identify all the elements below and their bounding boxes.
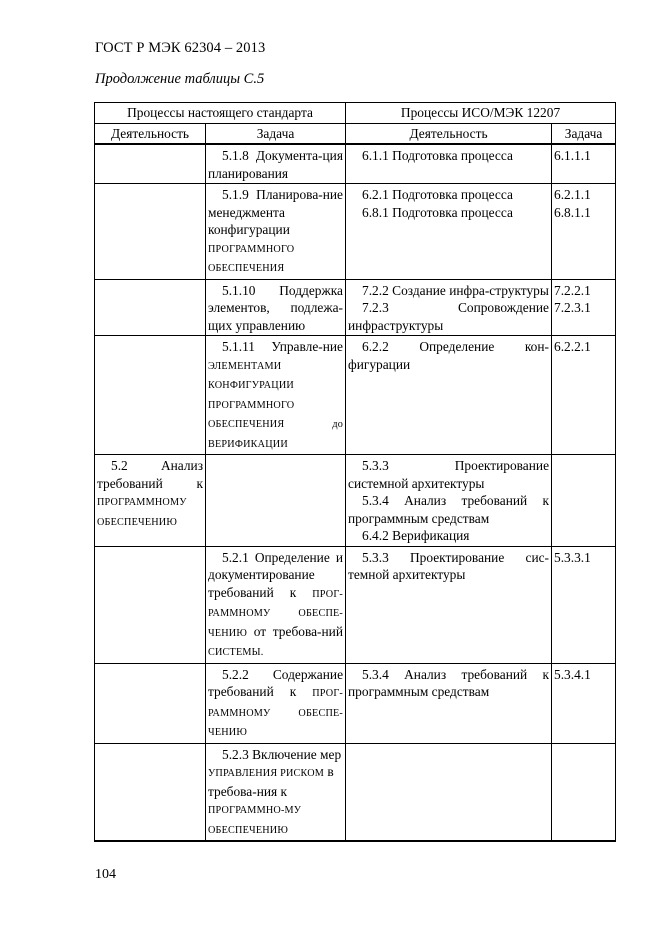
iso-activity-cell xyxy=(346,663,552,743)
group-header-row xyxy=(95,103,616,124)
iso-task-cell xyxy=(552,743,616,841)
iso-activity-line: 5.3.3 Проектирование сис-темной архитектуры xyxy=(348,549,550,582)
activity-cell xyxy=(95,144,206,184)
table-row xyxy=(95,336,616,455)
task-text xyxy=(208,549,343,662)
iso-task-cell xyxy=(552,546,616,663)
table-row xyxy=(95,743,616,841)
col-header-iso-task: Задача xyxy=(552,123,616,144)
task-cell xyxy=(206,663,346,743)
iso-activity-line: 5.3.3 Проектирование системной архитектуры xyxy=(348,458,550,491)
iso-task-cell xyxy=(552,279,616,336)
task-cell xyxy=(206,546,346,663)
activity-cell xyxy=(95,336,206,455)
iso-activity-cell xyxy=(346,184,552,280)
iso-activity-cell xyxy=(346,743,552,841)
table-row xyxy=(95,184,616,280)
group-header-standard: Процессы настоящего стандарта xyxy=(95,103,346,124)
col-header-activity: Деятельность xyxy=(95,123,206,144)
group-header-iso: Процессы ИСО/МЭК 12207 xyxy=(346,103,616,124)
table-row xyxy=(95,455,616,547)
column-header-row xyxy=(95,123,616,144)
task-text: 5.1.8 Документа-ция планирования xyxy=(208,148,344,181)
table-row xyxy=(95,279,616,336)
task-cell xyxy=(206,144,346,184)
iso-task-code: 6.8.1.1 xyxy=(554,204,591,220)
activity-text-main: 5.2 Анализ требований к xyxy=(97,458,203,491)
activity-cell xyxy=(95,184,206,280)
iso-task-cell xyxy=(552,336,616,455)
task-cell xyxy=(206,184,346,280)
table-row xyxy=(95,663,616,743)
task-cell xyxy=(206,743,346,841)
iso-task-cell xyxy=(552,663,616,743)
task-text xyxy=(208,338,343,453)
iso-task-code: 5.3.4.1 xyxy=(554,666,591,682)
iso-activity-line: 7.2.3 Сопровождение инфраструктуры xyxy=(348,300,550,333)
iso-task-code: 6.1.1.1 xyxy=(554,148,591,163)
iso-activity-line: 5.3.4 Анализ требований к программным средствам xyxy=(348,493,550,526)
iso-activity-line: 7.2.2 Создание инфра-структуры xyxy=(362,282,549,298)
iso-task-code: 6.2.1.1 xyxy=(554,187,591,202)
task-text: 5.1.10 Поддержка элементов, подлежа-щих управлению xyxy=(208,282,344,333)
activity-cell xyxy=(95,546,206,663)
activity-cell xyxy=(95,743,206,841)
task-cell xyxy=(206,336,346,455)
task-text-main: 5.2.1 Определение и документирование требований к xyxy=(208,549,344,600)
task-text-main: 5.2.3 Включение мер xyxy=(222,746,342,762)
table-row xyxy=(95,144,616,184)
task-cell xyxy=(206,455,346,547)
iso-activity-line: 5.3.4 Анализ требований к программным средствам xyxy=(348,666,550,699)
activity-cell xyxy=(95,455,206,547)
table-caption: Продолжение таблицы С.5 xyxy=(95,71,265,87)
iso-activity-cell xyxy=(346,336,552,455)
task-text xyxy=(208,666,343,742)
task-text xyxy=(208,746,343,840)
task-text-tail: от требова-ний xyxy=(253,623,344,639)
col-header-task: Задача xyxy=(206,123,346,144)
task-text-main: 5.2.2 Содержание требований к xyxy=(208,666,344,699)
task-text xyxy=(208,186,343,278)
task-text-smallcaps-2: СИСТЕМЫ. xyxy=(208,647,264,658)
activity-text xyxy=(97,457,203,531)
task-text-main: 5.1.11 Управле-ние xyxy=(222,339,344,354)
iso-task-code: 7.2.3.1 xyxy=(554,300,591,315)
task-text-smallcaps: ПРОГРАММНОГО ОБЕСПЕЧЕНИЯ xyxy=(208,243,295,274)
table-row xyxy=(95,546,616,663)
iso-task-code: 5.3.3.1 xyxy=(554,549,591,565)
col-header-iso-activity: Деятельность xyxy=(346,123,552,144)
iso-task-cell xyxy=(552,455,616,547)
task-text-tail: в требова-ния к xyxy=(208,764,334,799)
task-text-smallcaps-2: ПРОГРАММНО-МУ ОБЕСПЕЧЕНИЮ xyxy=(208,805,302,836)
document-title: ГОСТ Р МЭК 62304 – 2013 xyxy=(95,40,266,56)
iso-activity-line: 6.4.2 Верификация xyxy=(362,528,470,543)
iso-activity-cell xyxy=(346,279,552,336)
iso-activity-line: 6.1.1 Подготовка процесса xyxy=(362,148,513,163)
task-text-main: 5.1.9 Планирова-ние менеджмента конфигурации xyxy=(208,187,344,237)
task-text-smallcaps: УПРАВЛЕНИЯ РИСКОМ xyxy=(208,768,325,779)
activity-text-smallcaps: ПРОГРАММНОМУ ОБЕСПЕЧЕНИЮ xyxy=(97,497,187,528)
iso-activity-cell xyxy=(346,144,552,184)
task-text-smallcaps: ПРОГ-РАММНОМУ ОБЕСПЕ-ЧЕНИЮ xyxy=(208,688,344,738)
comparison-table xyxy=(94,102,616,842)
iso-task-code: 6.2.2.1 xyxy=(554,339,591,354)
iso-activity-cell xyxy=(346,546,552,663)
page-number: 104 xyxy=(95,867,116,882)
iso-activity-line: 6.8.1 Подготовка процесса xyxy=(362,204,513,220)
iso-task-code: 7.2.2.1 xyxy=(554,282,591,298)
task-text-smallcaps: ПРОГ-РАММНОМУ ОБЕСПЕ-ЧЕНИЮ xyxy=(208,588,344,639)
iso-activity-cell xyxy=(346,455,552,547)
iso-task-cell xyxy=(552,184,616,280)
task-text-smallcaps: ЭЛЕМЕНТАМИ КОНФИГУРАЦИИ ПРОГРАММНОГО ОБЕСПЕЧЕНИЯ до ВЕРИФИКАЦИИ xyxy=(208,360,344,450)
iso-task-cell xyxy=(552,144,616,184)
task-cell xyxy=(206,279,346,336)
iso-activity-line: 6.2.1 Подготовка процесса xyxy=(362,187,513,202)
activity-cell xyxy=(95,663,206,743)
activity-cell xyxy=(95,279,206,336)
iso-activity-line: 6.2.2 Определение кон-фигурации xyxy=(348,339,550,372)
